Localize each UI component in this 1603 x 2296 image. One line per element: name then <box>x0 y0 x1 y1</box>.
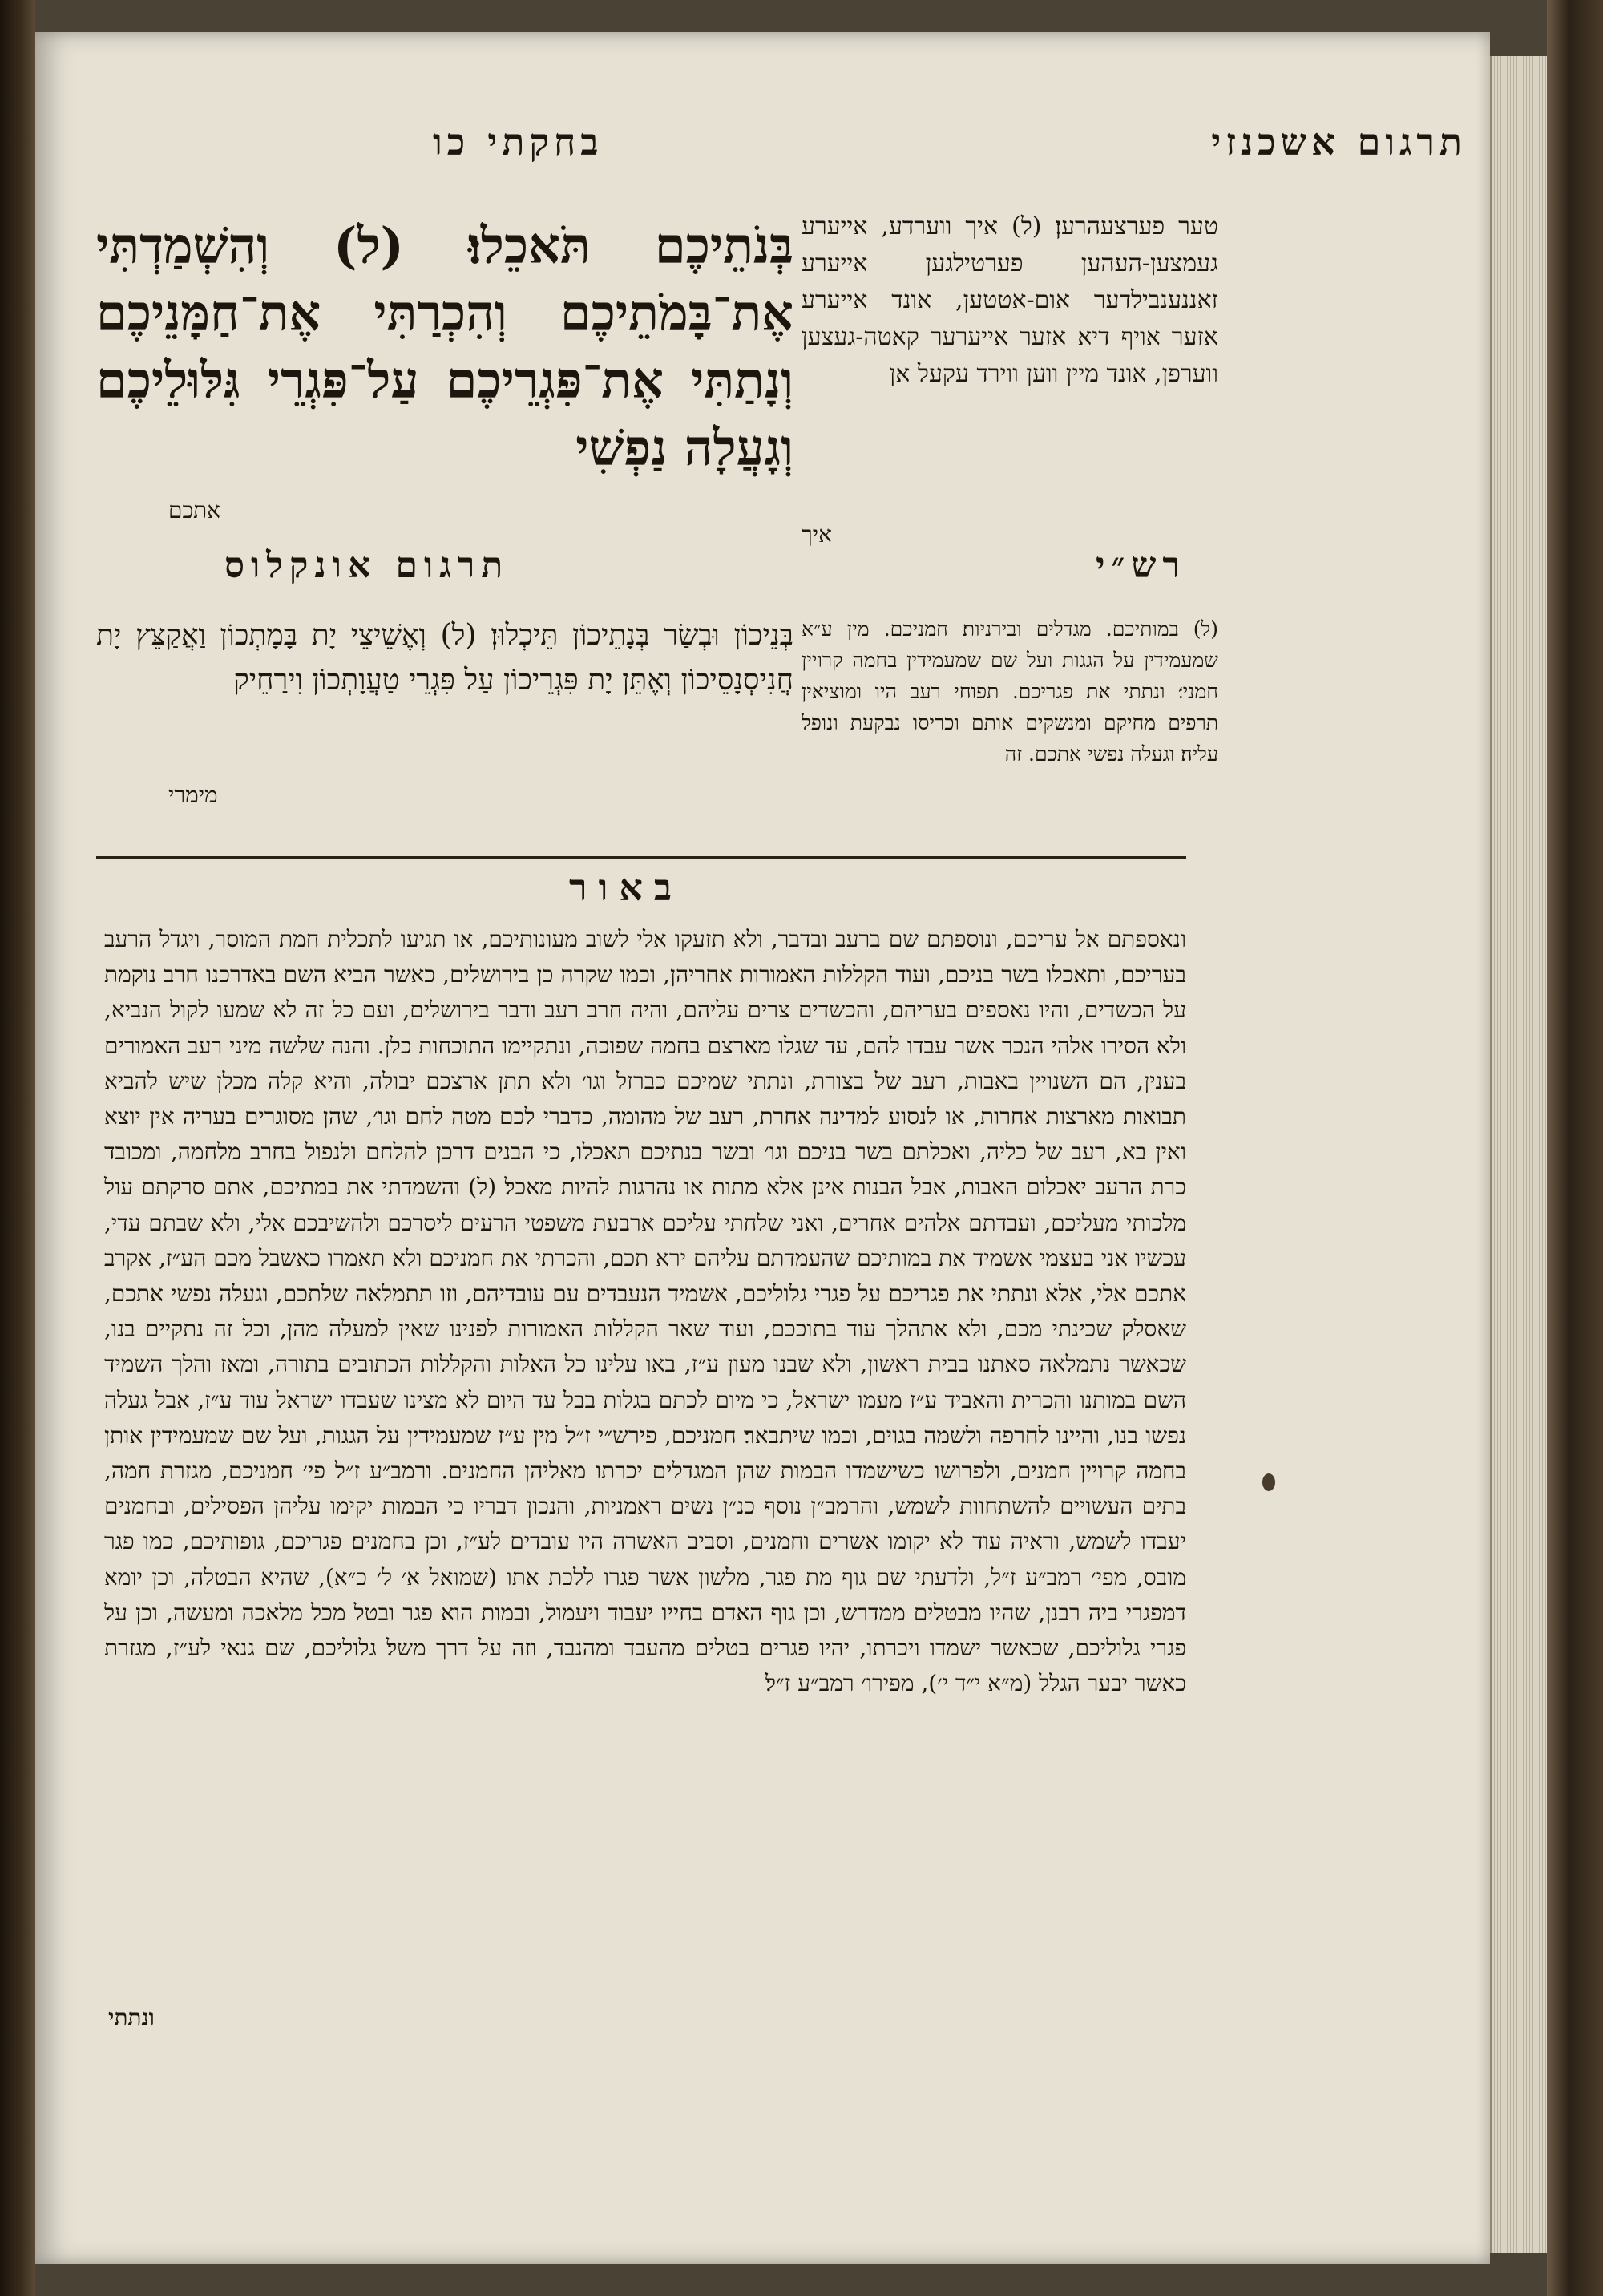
biur-commentary: ונאספתם אל עריכם, ונוספתם שם ברעב ובדבר, ולא תזעקו אלי לשוב מעונותיכם, או תגיעו לתכלית חמת המוסר, ויגדל הרעב בעריכם, ותאכלו בשר בניכם, ועוד הקללות האמורות אחריהן, וכמו שקרה כן בירושלים, כאשר הביא השם באדרכנו חרב נוקמת על הכשדים, והיו נאספים בעריהם, והכשדים צרים עליהם, והיה חרב רעב ודבר בירושלים, ועם כל זה לא שמעו לקול הנביא, ולא הסירו אלהי הנכר אשר עבדו להם, עד שגלו מארצם בחמה שפוכה, ונתקיימו התוכחות כלן. והנה שלשה מיני רעב האמורים בענין, הם השנויין באבות, רעב של בצורת, ונתתי שמיכם כברזל וגו׳ ולא תתן ארצכם יבולה, והיא קלה מכלן שיש להביא תבואות מארצות אחרות, או לנסוע למדינה אחרת, רעב של מהומה, כדברי לכם מטה לחם וגו׳, שהן מסוגרים בעריה אין יוצא ואין בא, רעב של כליה, ואכלתם בשר בניכם וגו׳ ובשר בנתיכם תאכלו, כי הבנים דרכן להלחם ולנפול בחרב מלחמה, ומכובד כרת הרעב יאכלום האבות, אבל הבנות אינן אלא מתות או נהרגות להיות מאכל׃ (ל) והשמדתי את במתיכם, אתם סרקתם עול מלכותי מעליכם, ועבדתם אלהים אחרים, ואני שלחתי עליכם ארבעת משפטי הרעים ליסרכם ולהשיבכם אלי, ולא שבתם עדי, עכשיו אני בעצמי אשמיד את במותיכם שהעמדתם עליהם ירא תכם, והכרתי את חמניכם ולא תאמרו כאשבל מכם הע״ז, אקרב אתכם אלי, אלא ונתתי את פגריכם על פגרי גלוליכם, אשמיד הנעבדים עם עובדיהם, וזו תתמלאה שלתכם, וגעלה נפשי אתכם, שאסלק שכינתי מכם, ולא אתהלך עוד בתוככם, ועוד שאר הקללות האמורות לפנינו שאין למעלה מהן, וכל זה נתקיים בנו, שכאשר נתמלאה סאתנו בבית ראשון, ולא שבנו מעון ע״ז, באו עלינו כל האלות והקללות הכתובים בתורה, ומאז והלך השמיד השם במותנו והכרית והאביד ע״ז מעמו ישראל, כי מיום לכתם בגלות בבל עד היום לא מצינו שעבדו ישראל עוד ע״ז, אבל געלה נפשו בנו, והיינו לחרפה ולשמה בגוים, וכמו שיתבאר׃ חמניכם, פירש״י ז״ל מין ע״ז שמעמידין על הגגות, ועל שם שמעמידין אותן בחמה קרויין חמנים, ולפרושו כשישמדו הבמות שהן המגדלים יכרתו מאליהן החמנים. ורמב״ע ז״ל פי׳ חמניכם, מגזרת חמה, בתים העשויים להשתחוות לשמש, והרמב״ן נוסף כנ״ן נשים ראמניות, והנכון דבריו כי הבמות יקימו עליהן הפסילים, ובחמנים יעבדו לשמש, וראיה עוד לא יקומו אשרים וחמנים, וסביב האשרה היו עובדים לע״ז, וכן בחמנים׃ פגריכם, גופותיכם, כמו פגר מובס, מפי׳ רמב״ע ז״ל, ולדעתי שם גוף מת פגר, מלשון אשר פגרו ללכת אתו (שמואל א׳ ל׳ כ״א), שהיא הבטלה, וכן יומא דמפגרי ביה רבנן, שהיו מבטלים ממדרש, וכן גוף האדם בחייו יעבוד ויעמול, ובמות הוא פגר ובטל מכל מלאכה ומעשה, וכן על פגרי גלוליכם, שכאשר ישמדו ויכרתו, יהיו פגרים בטלים מהעבד ומהנבד, וזה על דרך משל׃ גלוליכם, שם גנאי לע״ז, מגזרת כאשר יבער הגלל (מ״א י״ד י׳), מפירו׳ רמב״ע ז״ל׃ <box>104 926 1186 1697</box>
rashi-title: רש״י <box>1095 545 1186 586</box>
book-spine-left <box>0 0 35 2296</box>
book-spine-right <box>1547 0 1603 2296</box>
onkelos-targum: בְּנֵיכוֹן וּבְשַׂר בְּנָתֵיכוֹן תֵּיכְלוּן׃ (ל) וְאֶשֵׁיצֵי יָת בָּמָתְכוֹן וַאֲקַצֵּץ יָת חֲנִיסְנָסֵיכוֹן וְאֶתֵּן יָת פִּגְרֵיכוֹן עַל פִּגְרֵי טַעֲוָתְכוֹן וִירַחֵיק <box>96 619 793 697</box>
section-divider <box>96 856 1186 859</box>
rashi-commentary: (ל) במותיכם. מגדלים ובירניות׃ חמניכם. מין ע״א שמעמידין על הגגות ועל שם שמעמידין בחמה קרויין חמני׳׃ ונתתי את פגריכם. תפוחי רעב היו ומוציאין תרפים מחיקם ומנשקים אותם וכריסו נבקעת ונופל עליה׃ וגעלה נפשי אתכם. זה <box>802 617 1218 766</box>
onkelos-title: תרגום אונקלוס <box>224 545 510 586</box>
onkelos-catchword: מימרי <box>168 782 218 808</box>
header-yiddish-title: תרגום אשכנזי <box>1211 120 1467 164</box>
torah-verse: בְּנֹתֵיכֶם תֹּאכֵלוּ׃ (ל) וְהִשְׁמַדְתִּי אֶת־בָּמֹתֵיכֶם וְהִכְרַתִּי אֶת־חַמָּנֵיכֶם וְנָתַתִּי אֶת־פִּגְרֵיכֶם עַל־פִּגְרֵי גִּלּוּלֵיכֶם וְגָעֲלָה נַפְשִׁי <box>96 216 793 477</box>
biur-catchword: ונתתי <box>108 2004 155 2031</box>
biur-title: באור <box>569 866 684 909</box>
yiddish-text: טער פערצעהרען׃ (ל) איך ווערדע, אייערע געמצען-העהען פערטילגען אייערע זאננענבילדער אום-אטטען, אונד אייערע אזער אויף דיא אזער אייערער קאטה-געצען ווערפן, אונד מיין ווען ווירד עקעל אן <box>802 212 1218 388</box>
page-edges <box>1490 56 1548 2253</box>
verse-catchword: אתכם <box>168 497 221 523</box>
yiddish-translation <box>802 208 1218 393</box>
ink-stain <box>1262 1473 1275 1491</box>
header-parsha-title: בחקתי כו <box>433 120 604 164</box>
yiddish-catchword: איך <box>802 521 832 548</box>
